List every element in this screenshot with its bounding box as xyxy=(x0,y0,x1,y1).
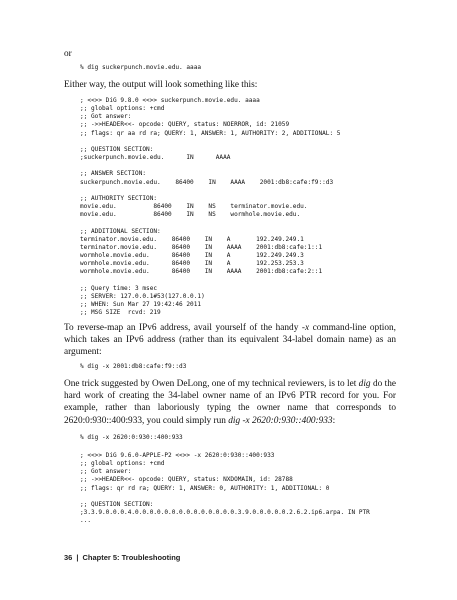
trick-text-part3: : xyxy=(332,415,336,426)
page-footer xyxy=(64,553,396,562)
command-dig-reverse-example: % dig -x 2620:0:930::400:933 xyxy=(80,434,183,441)
page-number: 36 xyxy=(64,553,73,562)
trick-text-part1: One trick suggested by Owen DeLong, one of my technical reviewers, is to let xyxy=(64,379,359,389)
paragraph-or: or xyxy=(64,49,72,59)
paragraph-reverse-map xyxy=(64,322,396,359)
dig-output-reverse: ; <<>> DiG 9.6.0-APPLE-P2 <<>> -x 2620:0:930::400:933 ;; global options: +cmd ;; Got answer: ;; ->>HEADER<<- opcode: QUERY, status: NXDOMAIN, id: 28788 ;; flags: qr rd ra; QUERY: 1, ANSWER: 0, AUTHORITY: 1, ADDITIONAL: 0 ;; QUESTION SECTION: ;3.3.9.0.0.0.4.0.0.0.0.0.0.0.0.0.0.0.0.0.0.3.9.0.0.0.0.0.2.6.2.ip6.arpa. IN PTR ... xyxy=(80,452,370,525)
paragraph-owen-delong-trick xyxy=(64,378,396,427)
trick-command: dig -x 2620:0:930::400:933 xyxy=(228,415,333,426)
trick-text-part2: do the hard work of creating the 34-label owner name of an IPv6 PTR record for you. For example, rather than laboriously typing the owner name that corresponds to 2620:0:930::400:933, you could simply run xyxy=(64,379,396,426)
reverse-map-text-after: command-line option, which takes an IPv6 address (rather than its equivalent 34-label domain name) as an argument: xyxy=(64,323,396,358)
chapter-title: Chapter 5: Troubleshooting xyxy=(82,553,181,562)
footer-separator: | xyxy=(76,553,79,562)
command-dig-aaaa: % dig suckerpunch.movie.edu. aaaa xyxy=(80,64,202,71)
paragraph-either-way: Either way, the output will look something like this: xyxy=(64,80,258,90)
trick-dig-name: dig xyxy=(358,379,371,389)
dig-output-aaaa: ; <<>> DiG 9.8.0 <<>> suckerpunch.movie.edu. aaaa ;; global options: +cmd ;; Got answer: ;; ->>HEADER<<- opcode: QUERY, status: NOERROR, id: 21059 ;; flags: qr aa rd ra; QUERY: 1, ANSWER: 1, AUTHORITY: 2, ADDITIONAL: 5 ;; QUESTION SECTION: ;suckerpunch.movie.edu. IN AAAA ;; ANSWER SECTION: suckerpunch.movie.edu. 86400 IN AAAA 2001:db8:cafe:f9::d3 ;; AUTHORITY SECTION: movie.edu. 86400 IN NS terminator.movie.edu. movie.edu. 86400 IN NS wormhole.movie.edu. ;; ADDITIONAL SECTION: terminator.movie.edu. 86400 IN A 192.249.249.1 terminator.movie.edu. 86400 IN AAAA 2001:db8:cafe:1::1 wormhole.movie.edu. 86400 IN A 192.249.249.3 wormhole.movie.edu. 86400 IN A 192.253.253.3 wormhole.movie.edu. 86400 IN AAAA 2001:db8:cafe:2::1 ;; Query time: 3 msec ;; SERVER: 127.0.0.1#53(127.0.0.1) ;; WHEN: Sun Mar 27 19:42:46 2011 ;; MSG SIZE rcvd: 219 xyxy=(80,97,341,317)
command-dig-reverse: % dig -x 2001:db8:cafe:f9::d3 xyxy=(80,363,187,370)
reverse-map-text-before: To reverse-map an IPv6 address, avail yourself of the handy xyxy=(64,323,302,333)
reverse-map-option: -x xyxy=(301,323,310,333)
